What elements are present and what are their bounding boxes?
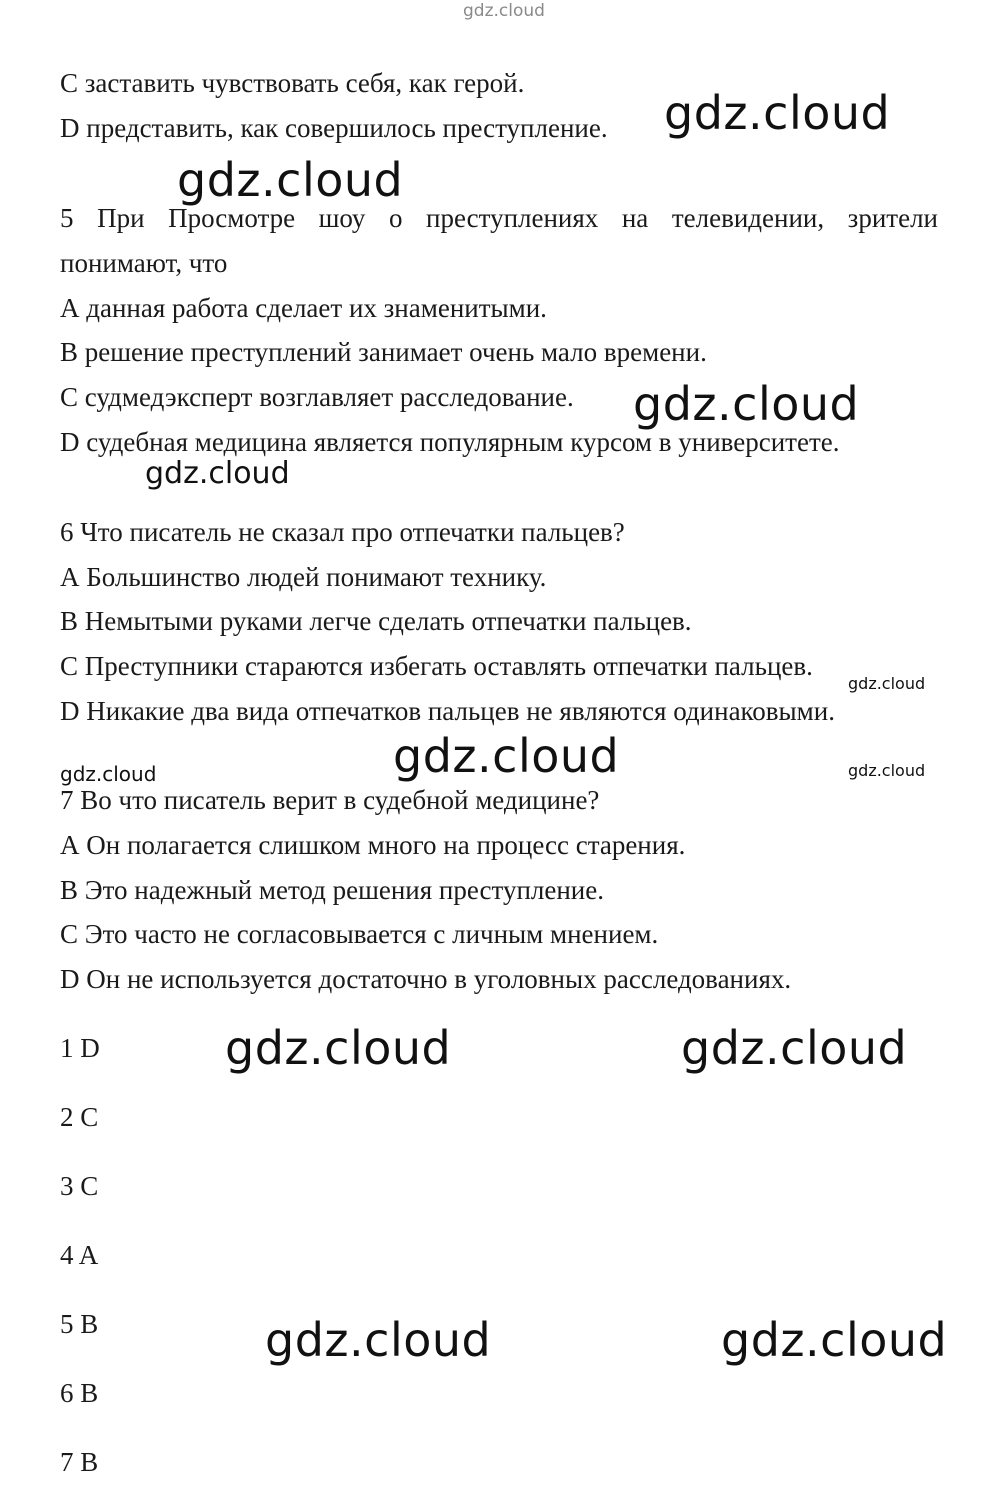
watermark-top: gdz.cloud bbox=[463, 1, 545, 21]
watermark: gdz.cloud bbox=[60, 762, 157, 786]
watermark: gdz.cloud bbox=[848, 674, 926, 693]
q5-question-line1: 5 При Просмотре шоу о преступлениях на телевидении, зрители bbox=[60, 203, 938, 233]
watermark: gdz.cloud bbox=[633, 377, 860, 431]
q4-option-d: D представить, как совершилось преступление. bbox=[60, 113, 608, 143]
q6-option-d: D Никакие два вида отпечатков пальцев не являются одинаковыми. bbox=[60, 696, 835, 726]
answer-2: 2 C bbox=[60, 1102, 99, 1132]
q7-question: 7 Во что писатель верит в судебной медицине? bbox=[60, 785, 600, 815]
watermark: gdz.cloud bbox=[265, 1313, 492, 1367]
q4-option-c: С заставить чувствовать себя, как герой. bbox=[60, 68, 525, 98]
q7-option-c: С Это часто не согласовывается с личным мнением. bbox=[60, 919, 659, 949]
answer-7: 7 B bbox=[60, 1447, 99, 1477]
watermark: gdz.cloud bbox=[681, 1021, 908, 1075]
watermark: gdz.cloud bbox=[145, 456, 290, 491]
answer-1: 1 D bbox=[60, 1033, 100, 1063]
watermark: gdz.cloud bbox=[393, 729, 620, 783]
q6-option-b: В Немытыми руками легче сделать отпечатки пальцев. bbox=[60, 606, 692, 636]
watermark: gdz.cloud bbox=[225, 1021, 452, 1075]
answer-6: 6 B bbox=[60, 1378, 99, 1408]
q6-option-a: А Большинство людей понимают технику. bbox=[60, 562, 547, 592]
watermark: gdz.cloud bbox=[848, 761, 926, 780]
q5-option-d: D судебная медицина является популярным курсом в университете. bbox=[60, 427, 840, 457]
q5-question-line2: понимают, что bbox=[60, 248, 228, 278]
answer-4: 4 A bbox=[60, 1240, 99, 1270]
q5-option-c: С судмедэксперт возглавляет расследование. bbox=[60, 382, 574, 412]
answer-3: 3 C bbox=[60, 1171, 99, 1201]
q5-option-b: В решение преступлений занимает очень мало времени. bbox=[60, 337, 707, 367]
watermark: gdz.cloud bbox=[664, 86, 891, 140]
q5-option-a: А данная работа сделает их знаменитыми. bbox=[60, 293, 547, 323]
q7-option-d: D Он не используется достаточно в уголовных расследованиях. bbox=[60, 964, 792, 994]
q6-option-c: С Преступники стараются избегать оставлять отпечатки пальцев. bbox=[60, 651, 813, 681]
q6-question: 6 Что писатель не сказал про отпечатки пальцев? bbox=[60, 517, 625, 547]
watermark: gdz.cloud bbox=[721, 1313, 948, 1367]
answer-5: 5 B bbox=[60, 1309, 99, 1339]
q7-option-a: А Он полагается слишком много на процесс старения. bbox=[60, 830, 686, 860]
q7-option-b: В Это надежный метод решения преступление. bbox=[60, 875, 604, 905]
watermark: gdz.cloud bbox=[177, 153, 404, 207]
